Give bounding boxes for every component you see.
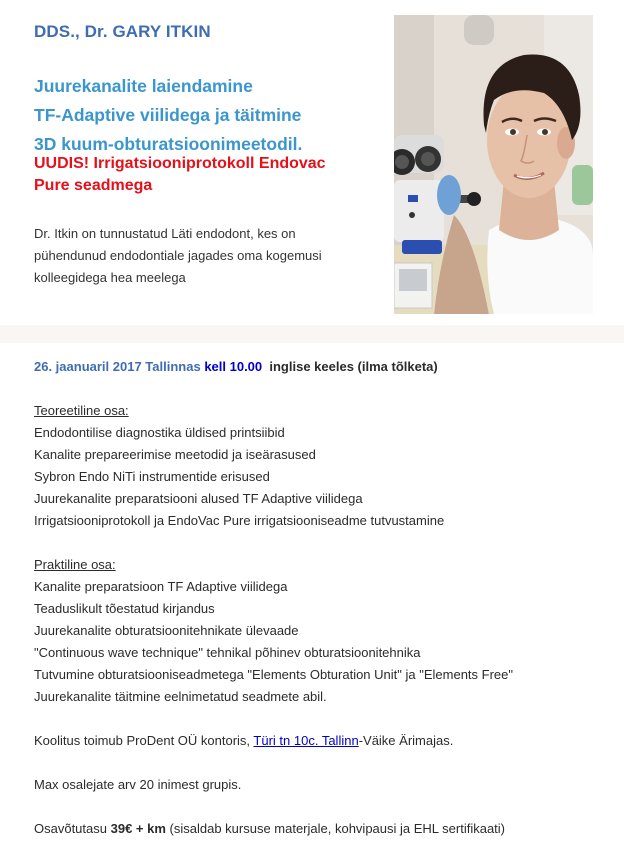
address-link[interactable]: Türi tn 10c. Tallinn	[253, 733, 359, 748]
practice-title: Praktiline osa:	[34, 557, 116, 572]
event-time: kell 10.00	[204, 359, 263, 374]
practice-item: Teaduslikult tõestatud kirjandus	[34, 601, 215, 616]
theory-title: Teoreetiline osa:	[34, 403, 129, 418]
news-line: Pure seadmega	[34, 177, 153, 194]
doctor-intro	[34, 223, 364, 289]
theory-section	[34, 400, 604, 532]
theory-item: Irrigatsiooniprotokoll ja EndoVac Pure irrigatsiooniseadme tutvustamine	[34, 513, 445, 528]
doctor-name: DDS., Dr. GARY ITKIN	[34, 22, 211, 41]
course-details	[34, 356, 604, 840]
header-section	[0, 0, 624, 325]
doctor-photo	[394, 15, 593, 314]
theory-item: Juurekanalite preparatsiooni alused TF Adaptive viilidega	[34, 491, 363, 506]
practice-item: Kanalite preparatsioon TF Adaptive viilidega	[34, 579, 288, 594]
intro-line: kolleegidega hea meelega	[34, 270, 186, 285]
capacity-info: Max osalejate arv 20 inimest grupis.	[34, 777, 242, 792]
fee-prefix: Osavõtutasu	[34, 821, 111, 836]
news-line: UUDIS! Irrigatsiooniprotokoll Endovac	[34, 155, 326, 172]
location-suffix: -Väike Ärimajas.	[358, 733, 454, 748]
course-title-line: Juurekanalite laiendamine	[34, 76, 253, 96]
practice-item: Tutvumine obturatsiooniseadmetega "Elements Obturation Unit" ja "Elements Free"	[34, 667, 513, 682]
event-date: 26. jaanuaril 2017 Tallinnas	[34, 359, 201, 374]
news-headline	[34, 153, 326, 197]
theory-item: Kanalite prepareerimise meetodid ja iseärasused	[34, 447, 316, 462]
location-prefix: Koolitus toimub ProDent OÜ kontoris,	[34, 733, 254, 748]
practice-item: Juurekanalite obturatsioonitehnikate ülevaade	[34, 623, 299, 638]
intro-line: pühendunud endodontiale jagades oma kogemusi	[34, 248, 322, 263]
practice-item: Juurekanalite täitmine eelnimetatud seadmete abil.	[34, 689, 327, 704]
location-info	[34, 730, 604, 752]
practice-item: "Continuous wave technique" tehnikal põhinev obturatsioonitehnika	[34, 645, 421, 660]
fee-info	[34, 818, 604, 840]
fee-suffix: (sisaldab kursuse materjale, kohvipausi ja EHL sertifikaati)	[165, 821, 506, 836]
event-datetime	[34, 356, 604, 378]
practice-section	[34, 554, 604, 708]
theory-item: Endodontilise diagnostika üldised printsiibid	[34, 425, 285, 440]
course-title-line: 3D kuum-obturatsioonimeetodil.	[34, 134, 303, 154]
theory-item: Sybron Endo NiTi instrumentide erisused	[34, 469, 270, 484]
section-divider-band	[0, 325, 624, 343]
course-title	[34, 72, 302, 159]
course-title-line: TF-Adaptive viilidega ja täitmine	[34, 105, 302, 125]
event-language: inglise keeles (ilma tõlketa)	[269, 359, 438, 374]
fee-amount: 39€ + km	[110, 821, 166, 836]
intro-line: Dr. Itkin on tunnustatud Läti endodont, kes on	[34, 226, 296, 241]
